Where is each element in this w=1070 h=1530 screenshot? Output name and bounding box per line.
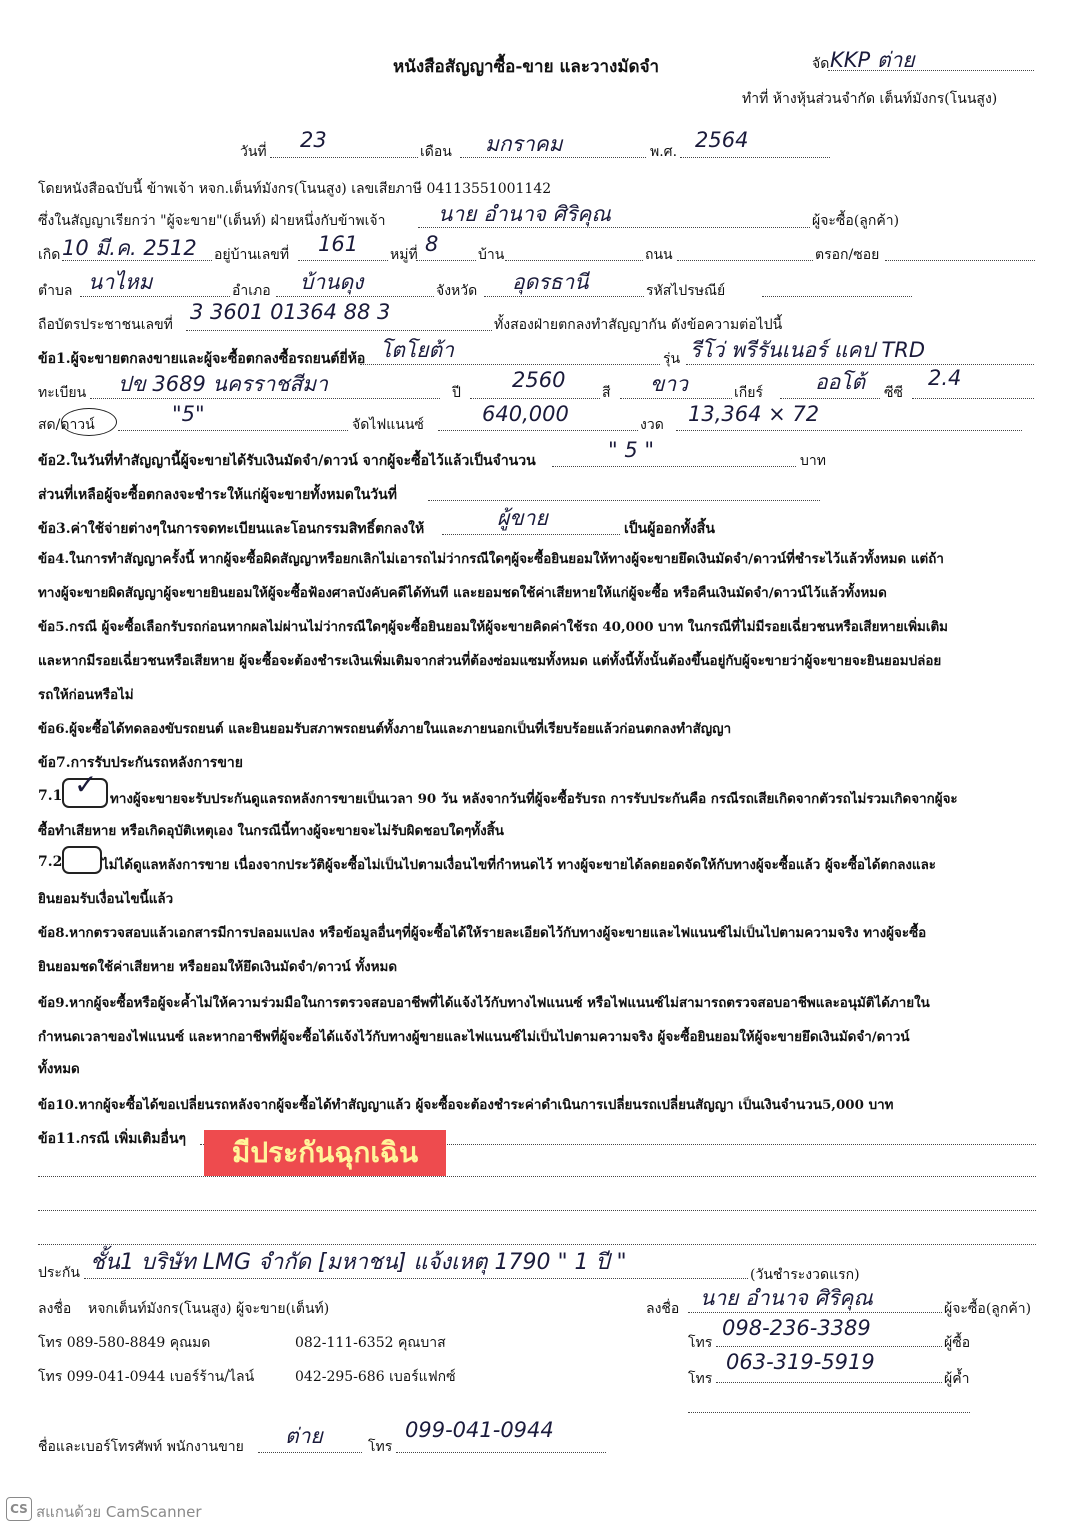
down-circle-mark bbox=[61, 408, 117, 436]
car-color-label: สี bbox=[602, 385, 611, 401]
clause7-2-number: 7.2 bbox=[38, 854, 63, 870]
moo-line bbox=[416, 260, 476, 261]
branch-line bbox=[828, 70, 1034, 71]
district-line bbox=[276, 296, 434, 297]
province-label: จังหวัด bbox=[436, 283, 478, 299]
clause2-unit: บาท bbox=[800, 453, 826, 469]
clause2-amount: " 5 " bbox=[608, 438, 655, 462]
salesperson-label: ชื่อและเบอร์โทรศัพท์ พนักงานขาย bbox=[38, 1439, 244, 1455]
guarantor-phone-line bbox=[716, 1382, 942, 1383]
finance-value: 640,000 bbox=[482, 402, 569, 426]
buyer-name-line bbox=[418, 227, 810, 228]
moo-value: 8 bbox=[425, 232, 439, 256]
extra-phone-line bbox=[688, 1412, 970, 1413]
clause9-line1: ข้อ9.หากผู้จะซื้อหรือผู้จะค้ำไม่ให้ความร่วมมือในการตรวจสอบอาชีพที่ได้แจ้งไว้กับทางไฟแนนซ์ หรือไฟแนนซ์ไม่สามารถตรวจสอบอาชีพและอนุมัติได้ภายใน bbox=[38, 995, 930, 1011]
made-at: ทำที่ ห้างหุ้นส่วนจำกัด เต็นท์มังกร(โนนสูง) bbox=[742, 91, 998, 107]
buyer-sign-label: ลงชื่อ bbox=[646, 1301, 680, 1317]
moo-label: หมู่ที่ bbox=[390, 247, 418, 263]
clause11-line3 bbox=[38, 1210, 1036, 1211]
down-value: "5" bbox=[172, 402, 205, 426]
buyer-role: ผู้จะซื้อ(ลูกค้า) bbox=[812, 213, 900, 229]
seller-sign-label: ลงชื่อ bbox=[38, 1301, 72, 1317]
buyer-signature: นาย อำนาจ ศิริคุณ bbox=[700, 1286, 873, 1310]
buyer-tel-label: โทร bbox=[688, 1335, 713, 1351]
registration-label: ทะเบียน bbox=[38, 385, 87, 401]
seller-sign-name: หจกเต็นท์มังกร(โนนสูง) ผู้จะขาย(เต็นท์) bbox=[88, 1301, 330, 1317]
clause5-line1: ข้อ5.กรณี ผู้จะซื้อเลือกรับรถก่อนหากผลไม่ผ่านไม่ว่ากรณีใดๆผู้จะซื้อยินยอมให้ผู้จะขายคิดค่าใช้รถ 40,000 บาท ในกรณีที่ไม่มีรอยเฉี่ยวชนหรือเสียหายเพิ่มเติม bbox=[38, 619, 948, 635]
salesperson-phone: 099-041-0944 bbox=[405, 1418, 554, 1442]
province-line bbox=[484, 296, 644, 297]
insurance-value: ชั้น1 บริษัท LMG จำกัด [มหาชน] แจ้งเหตุ 1790 " 1 ปี " bbox=[90, 1250, 627, 1275]
year-label: พ.ศ. bbox=[650, 144, 678, 160]
buyer-phone-role: ผู้ซื้อ bbox=[944, 1335, 971, 1351]
car-color-line bbox=[620, 398, 732, 399]
clause9-line2: กำหนดเวลาของไฟแนนซ์ และหากอาชีพที่ผู้จะซื้อได้แจ้งไว้กับทางผู้ขายและไฟแนนซ์ไม่เป็นไปตามความจริง ผู้จะซื้อยินยอมให้ผู้จะขายยึดเงินมัดจำ/ดาวน์ bbox=[38, 1029, 910, 1045]
car-cc: 2.4 bbox=[928, 366, 962, 390]
id-label: ถือบัตรประชาชนเลขที่ bbox=[38, 317, 173, 333]
clause3-text: ข้อ3.ค่าใช้จ่ายต่างๆในการจดทะเบียนและโอนกรรมสิทธิ์ตกลงให้ bbox=[38, 521, 425, 537]
clause2-balance-line bbox=[428, 500, 820, 501]
installment-line bbox=[676, 430, 1022, 431]
down-line bbox=[118, 430, 348, 431]
buyer-phone-line bbox=[716, 1346, 942, 1347]
birth-date: 10 มี.ค. 2512 bbox=[62, 236, 197, 260]
clause2-balance: ส่วนที่เหลือผู้จะซื้อตกลงจะชำระให้แก่ผู้จะขายทั้งหมดในวันที่ bbox=[38, 487, 397, 503]
clause11-line2 bbox=[38, 1176, 1036, 1177]
district-label: อำเภอ bbox=[232, 283, 271, 299]
parties-line2-label: ซึ่งในสัญญาเรียกว่า "ผู้จะขาย"(เต็นท์) ฝ่ายหนึ่งกับข้าพเจ้า bbox=[38, 213, 386, 229]
buyer-sign-line bbox=[688, 1312, 942, 1313]
clause4-line2: ทางผู้จะขายผิดสัญญาผู้จะขายยินยอมให้ผู้จะซื้อฟ้องศาลบังคับคดีได้ทันที และยอมชดใช้ค่าเสียหายให้แก่ผู้จะซื้อ หรือคืนเงินมัดจำ/ดาวน์ไว้แล้วทั้งหมด bbox=[38, 585, 887, 601]
alley-label: ตรอก/ซอย bbox=[815, 247, 880, 263]
branch-value: KKP ต่าย bbox=[830, 48, 915, 72]
car-year: 2560 bbox=[512, 368, 566, 392]
clause7-2-line1: ไม่ได้ดูแลหลังการขาย เนื่องจากประวัติผู้จะซื้อไม่เป็นไปตามเงื่อนไขที่กำหนดไว้ ทางผู้จะขายได้ลดยอดจัดให้กับทางผู้จะซื้อแล้ว ผู้จะซื้อได้ตกลงและ bbox=[102, 857, 936, 873]
model-label: รุ่น bbox=[663, 351, 681, 367]
village-line bbox=[505, 260, 643, 261]
insurance-label: ประกัน bbox=[38, 1265, 80, 1281]
seller-phone-2: 082-111-6352 คุณบาส bbox=[295, 1335, 446, 1351]
car-gear: ออโต้ bbox=[815, 370, 866, 394]
id-tail: ทั้งสองฝ่ายตกลงทำสัญญากัน ดังข้อความต่อไปนี้ bbox=[494, 317, 783, 333]
birth-label: เกิด bbox=[38, 247, 61, 263]
camscanner-watermark: สแกนด้วย CamScanner bbox=[36, 1503, 202, 1521]
day-label: วันที่ bbox=[240, 144, 267, 160]
clause2-amount-line bbox=[552, 466, 796, 467]
contract-title: หนังสือสัญญาซื้อ-ขาย และวางมัดจำ bbox=[393, 57, 660, 77]
checkmark-icon: ✓ bbox=[74, 768, 98, 801]
clause9-line3: ทั้งหมด bbox=[38, 1061, 80, 1077]
parties-line1: โดยหนังสือฉบับนี้ ข้าพเจ้า หจก.เต็นท์มังกร(โนนสูง) เลขเสียภาษี 04113551001142 bbox=[38, 181, 552, 197]
brand-line bbox=[360, 364, 660, 365]
clause2-text: ข้อ2.ในวันที่ทำสัญญานี้ผู้จะขายได้รับเงินมัดจำ/ดาวน์ จากผู้จะซื้อไว้แล้วเป็นจำนวน bbox=[38, 453, 536, 469]
car-registration: ปข 3689 นครราชสีมา bbox=[118, 372, 328, 396]
subdistrict-line bbox=[80, 296, 230, 297]
car-year-label: ปี bbox=[452, 385, 461, 401]
clause7-2-line2: ยินยอมรับเงื่อนไขนี้แล้ว bbox=[38, 891, 174, 907]
cc-line bbox=[912, 398, 1034, 399]
insurance-line bbox=[84, 1278, 748, 1279]
cc-label: ซีซี bbox=[884, 385, 904, 401]
province-value: อุดรธานี bbox=[512, 270, 589, 294]
seller-phone-1: โทร 089-580-8849 คุณมด bbox=[38, 1335, 211, 1351]
clause5-line3: รถให้ก่อนหรือไม่ bbox=[38, 687, 134, 703]
clause3-tail: เป็นผู้ออกทั้งสิ้น bbox=[624, 521, 715, 537]
salesperson-tel-label: โทร bbox=[368, 1439, 393, 1455]
clause8-line1: ข้อ8.หากตรวจสอบแล้วเอกสารมีการปลอมแปลง หรือข้อมูลอื่นๆที่ผู้จะซื้อได้ให้รายละเอียดไว้กับทางผู้จะขายและไฟแนนซ์ไม่เป็นไปตามความจริง ทางผู้จะซื้อ bbox=[38, 925, 927, 941]
car-color: ขาว bbox=[650, 372, 688, 396]
seller-phone-3: โทร 099-041-0944 เบอร์ร้าน/ไลน์ bbox=[38, 1369, 255, 1385]
finance-label: จัดไฟแนนซ์ bbox=[352, 417, 424, 433]
model-line bbox=[686, 364, 1034, 365]
clause8-line2: ยินยอมชดใช้ค่าเสียหาย หรือยอมให้ยึดเงินมัดจำ/ดาวน์ ทั้งหมด bbox=[38, 959, 398, 975]
clause7: ข้อ7.การรับประกันรถหลังการขาย bbox=[38, 755, 243, 771]
clause6: ข้อ6.ผู้จะซื้อได้ทดลองขับรถยนต์ และยินยอมรับสภาพรถยนต์ทั้งภายในและภายนอกเป็นที่เรียบร้อยแล้วก่อนตกลงทำสัญญา bbox=[38, 721, 732, 737]
buyer-name: นาย อำนาจ ศิริคุณ bbox=[438, 202, 611, 226]
emergency-insurance-stamp: มีประกันฉุกเฉิน bbox=[204, 1130, 446, 1176]
down-label: สด/ดาวน์ bbox=[38, 417, 95, 433]
installment-value: 13,364 × 72 bbox=[688, 402, 820, 426]
car-brand: โตโยต้า bbox=[380, 338, 454, 362]
clause4-line1: ข้อ4.ในการทำสัญญาครั้งนี้ หากผู้จะซื้อผิดสัญญาหรือยกเลิกไม่เอารถไม่ว่ากรณีใดๆผู้จะซื้อยินยอมให้ทางผู้จะขายยึดเงินมัดจำ/ดาวน์ที่ชำระไว้แล้วทั้งหมด แต่ถ้า bbox=[38, 551, 944, 567]
seller-phone-4: 042-295-686 เบอร์แฟกซ์ bbox=[295, 1369, 456, 1385]
id-line bbox=[186, 330, 492, 331]
salesperson-phone-line bbox=[396, 1452, 606, 1453]
house-label: อยู่บ้านเลขที่ bbox=[214, 247, 290, 263]
road-label: ถนน bbox=[645, 247, 673, 263]
installment-label: งวด bbox=[640, 417, 664, 433]
guarantor-phone-role: ผู้ค้ำ bbox=[944, 1371, 970, 1387]
gear-label: เกียร์ bbox=[734, 385, 763, 401]
salesperson-name-line bbox=[258, 1452, 362, 1453]
year-value: 2564 bbox=[695, 128, 749, 152]
clause7-1-line2: ซื้อทำเสียหาย หรือเกิดอุบัติเหตุเอง ในกรณีนี้ทางผู้จะขายจะไม่รับผิดชอบใดๆทั้งสิ้น bbox=[38, 823, 504, 839]
district-value: บ้านดุง bbox=[300, 270, 364, 294]
year-line bbox=[680, 157, 830, 158]
postcode-label: รหัสไปรษณีย์ bbox=[646, 283, 726, 299]
car-year-line bbox=[470, 398, 600, 399]
clause7-2-checkbox[interactable] bbox=[62, 846, 102, 874]
clause7-1-line1: ทางผู้จะขายจะรับประกันดูแลรถหลังการขายเป็นเวลา 90 วัน หลังจากวันที่ผู้จะซื้อรับรถ การรับประกันคือ กรณีรถเสียเกิดจากตัวรถไม่รวมเกิดจากผู้จะ bbox=[110, 791, 958, 807]
clause3-payer: ผู้ขาย bbox=[497, 506, 548, 530]
clause11-label: ข้อ11.กรณี เพิ่มเติมอื่นๆ bbox=[38, 1131, 187, 1147]
finance-line bbox=[438, 430, 638, 431]
day-line bbox=[270, 157, 418, 158]
month-label: เดือน bbox=[420, 144, 452, 160]
house-no: 161 bbox=[318, 232, 359, 256]
subdistrict-label: ตำบล bbox=[38, 283, 73, 299]
house-line bbox=[298, 260, 388, 261]
postcode-line bbox=[762, 296, 912, 297]
road-line bbox=[677, 260, 813, 261]
clause3-line bbox=[442, 534, 620, 535]
birth-line bbox=[62, 260, 212, 261]
day-value: 23 bbox=[300, 128, 327, 152]
alley-line bbox=[885, 260, 1035, 261]
guarantor-tel-label: โทร bbox=[688, 1371, 713, 1387]
village-label: บ้าน bbox=[478, 247, 505, 263]
buyer-sign-role: ผู้จะซื้อ(ลูกค้า) bbox=[944, 1301, 1032, 1317]
insurance-tail: (วันชำระงวดแรก) bbox=[750, 1267, 860, 1283]
clause5-line2: และหากมีรอยเฉี่ยวชนหรือเสียหาย ผู้จะซื้อจะต้องชำระเงินเพิ่มเติมจากส่วนที่ต้องซ่อมแซมทั้งหมด แต่ทั้งนี้ทั้งนั้นต้องขึ้นอยู่กับผู้จะขายว่าผู้จะขายจะยินยอมปล่อย bbox=[38, 653, 942, 669]
subdistrict-value: นาไหม bbox=[88, 270, 153, 294]
month-value: มกราคม bbox=[485, 132, 563, 156]
car-model: รีโว่ พรีรันเนอร์ แคป TRD bbox=[690, 338, 926, 362]
buyer-phone: 098-236-3389 bbox=[722, 1316, 871, 1340]
clause7-1-number: 7.1 bbox=[38, 788, 63, 804]
registration-line bbox=[90, 398, 440, 399]
clause1-label: ข้อ1.ผู้จะขายตกลงขายและผู้จะซื้อตกลงซื้อรถยนต์ยี่ห้อ bbox=[38, 351, 366, 367]
guarantor-phone: 063-319-5919 bbox=[726, 1350, 875, 1374]
id-number: 3 3601 01364 88 3 bbox=[190, 300, 391, 324]
branch-label: จัด bbox=[812, 56, 830, 72]
month-line bbox=[460, 157, 646, 158]
salesperson-name: ต่าย bbox=[285, 1424, 323, 1448]
clause10: ข้อ10.หากผู้จะซื้อได้ขอเปลี่ยนรถหลังจากผู้จะซื้อได้ทำสัญญาแล้ว ผู้จะซื้อจะต้องชำระค่าดำเนินการเปลี่ยนรถเปลี่ยนสัญญา เป็นเงินจำนวน5,000 บาท bbox=[38, 1097, 894, 1113]
gear-line bbox=[780, 398, 880, 399]
camscanner-logo-icon: CS bbox=[6, 1497, 32, 1521]
